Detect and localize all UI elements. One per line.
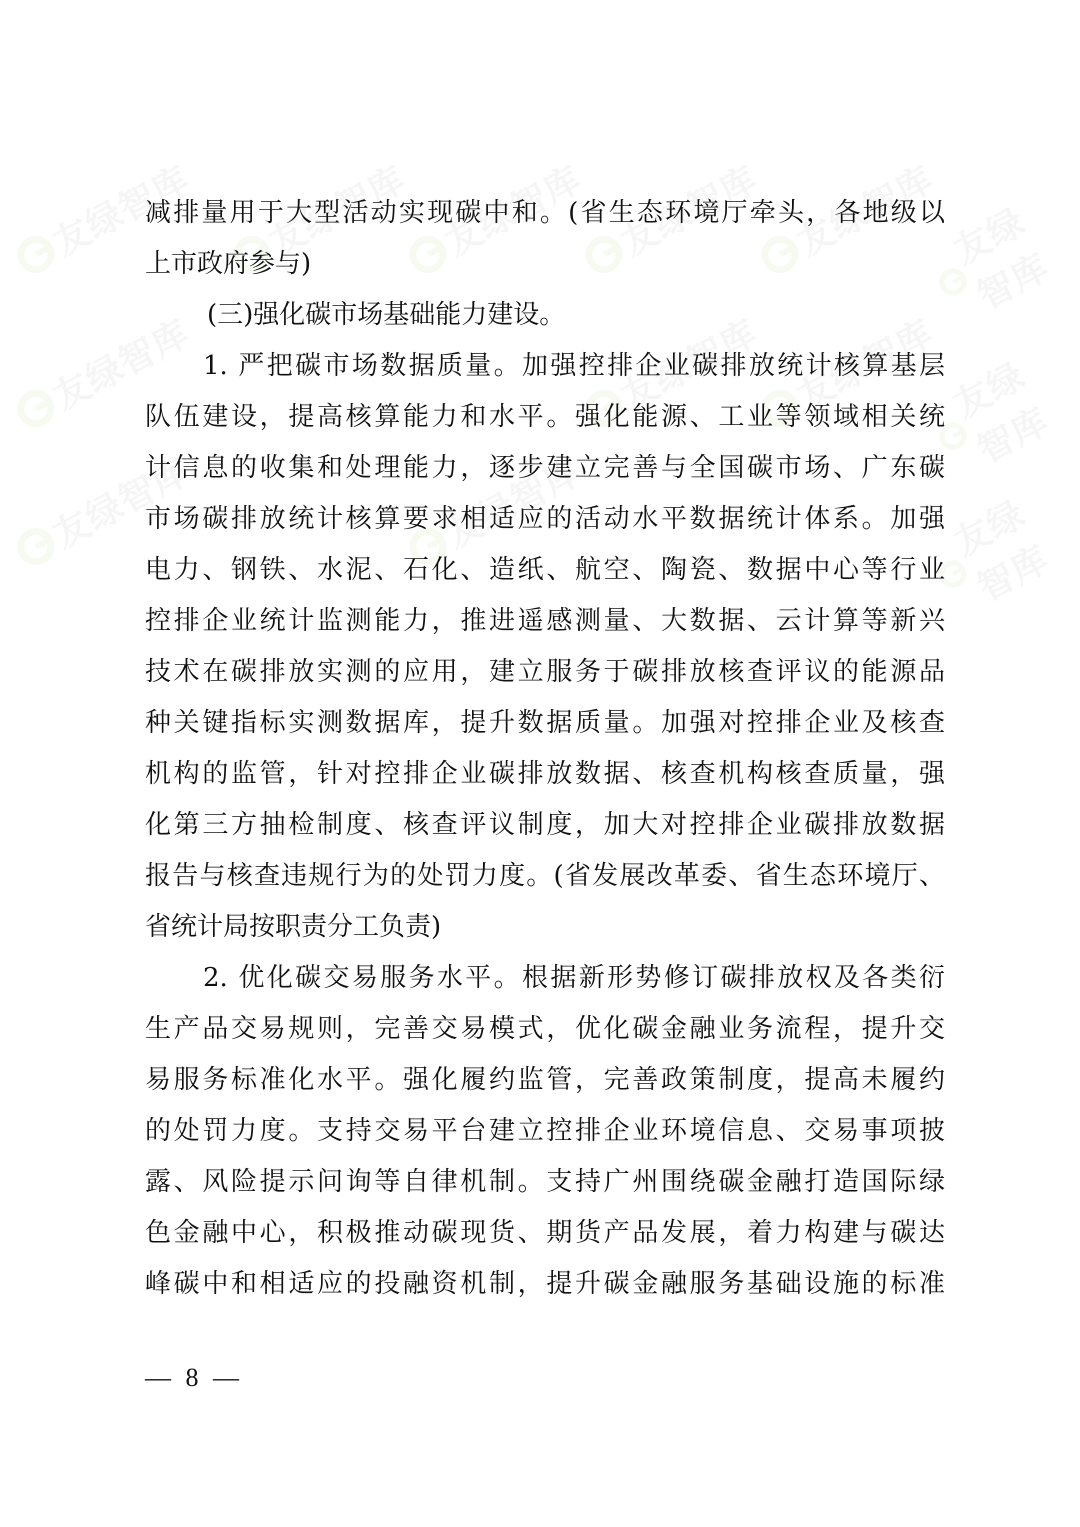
body-line: 2. 优化碳交易服务水平。根据新形势修订碳排放权及各类衍 xyxy=(203,963,945,993)
body-line: 减排量用于大型活动实现碳中和。(省生态环境厅牵头，各地级以 xyxy=(145,198,945,228)
watermark: 友绿智库 xyxy=(750,152,942,286)
body-line: 电力、钢铁、水泥、石化、造纸、航空、陶瓷、数据中心等行业 xyxy=(145,555,945,585)
body-line: 机构的监管，针对控排企业碳排放数据、核查机构核查质量，强 xyxy=(145,759,945,789)
document-body xyxy=(145,188,945,1310)
body-line: 色金融中心，积极推动碳现货、期货产品发展，着力构建与碳达 xyxy=(145,1218,945,1248)
body-line: 易服务标准化水平。强化履约监管，完善政策制度，提高未履约 xyxy=(145,1065,945,1095)
watermark: 友绿智库 xyxy=(574,306,766,440)
watermark: 友绿智库 xyxy=(916,470,1080,626)
body-line: 的处罚力度。支持交易平台建立控排企业环境信息、交易事项披 xyxy=(145,1116,945,1146)
g-logo-icon xyxy=(9,381,63,435)
body-line: 队伍建设，提高核算能力和水平。强化能源、工业等领域相关统 xyxy=(145,402,945,432)
body-line: 计信息的收集和处理能力，逐步建立完善与全国碳市场、广东碳 xyxy=(145,453,945,483)
body-line: 技术在碳排放实测的应用，建立服务于碳排放核查评议的能源品 xyxy=(145,657,945,687)
watermark: 友绿智库 xyxy=(750,306,942,440)
body-line: 上市政府参与) xyxy=(145,249,312,279)
body-line: 1. 严把碳市场数据质量。加强控排企业碳排放统计核算基层 xyxy=(203,351,945,381)
body-line: 控排企业统计监测能力，推进遥感测量、大数据、云计算等新兴 xyxy=(145,606,945,636)
body-line: 市场碳排放统计核算要求相适应的活动水平数据统计体系。加强 xyxy=(145,504,945,534)
watermark: 友绿智库 xyxy=(6,444,198,578)
watermark: 友绿智库 xyxy=(574,152,766,286)
watermark: 友绿智库 xyxy=(222,152,414,286)
body-line: 生产品交易规则，完善交易模式，优化碳金融业务流程，提升交 xyxy=(145,1014,945,1044)
g-logo-icon xyxy=(9,519,63,573)
section-heading: (三)强化碳市场基础能力建设。 xyxy=(207,300,566,330)
body-line: 省统计局按职责分工负责) xyxy=(145,912,442,942)
watermark: 友绿智库 xyxy=(398,152,590,286)
watermark: 友绿智库 xyxy=(398,444,590,578)
body-line: 化第三方抽检制度、核查评议制度，加大对控排企业碳排放数据 xyxy=(145,810,945,840)
body-line: 种关键指标实测数据库，提升数据质量。加强对控排企业及核查 xyxy=(145,708,945,738)
page-number: — 8 — xyxy=(145,1363,243,1392)
body-line: 露、风险提示问询等自律机制。支持广州围绕碳金融打造国际绿 xyxy=(145,1167,945,1197)
watermark: 友绿智库 xyxy=(916,332,1080,488)
body-line: 报告与核查违规行为的处罚力度。(省发展改革委、省生态环境厅、 xyxy=(145,861,945,891)
watermark: 友绿智库 xyxy=(916,178,1080,334)
g-logo-icon xyxy=(9,227,63,281)
body-line: 峰碳中和相适应的投融资机制，提升碳金融服务基础设施的标准 xyxy=(145,1269,945,1299)
watermark: 友绿智库 xyxy=(6,152,198,286)
watermark: 友绿智库 xyxy=(6,306,198,440)
